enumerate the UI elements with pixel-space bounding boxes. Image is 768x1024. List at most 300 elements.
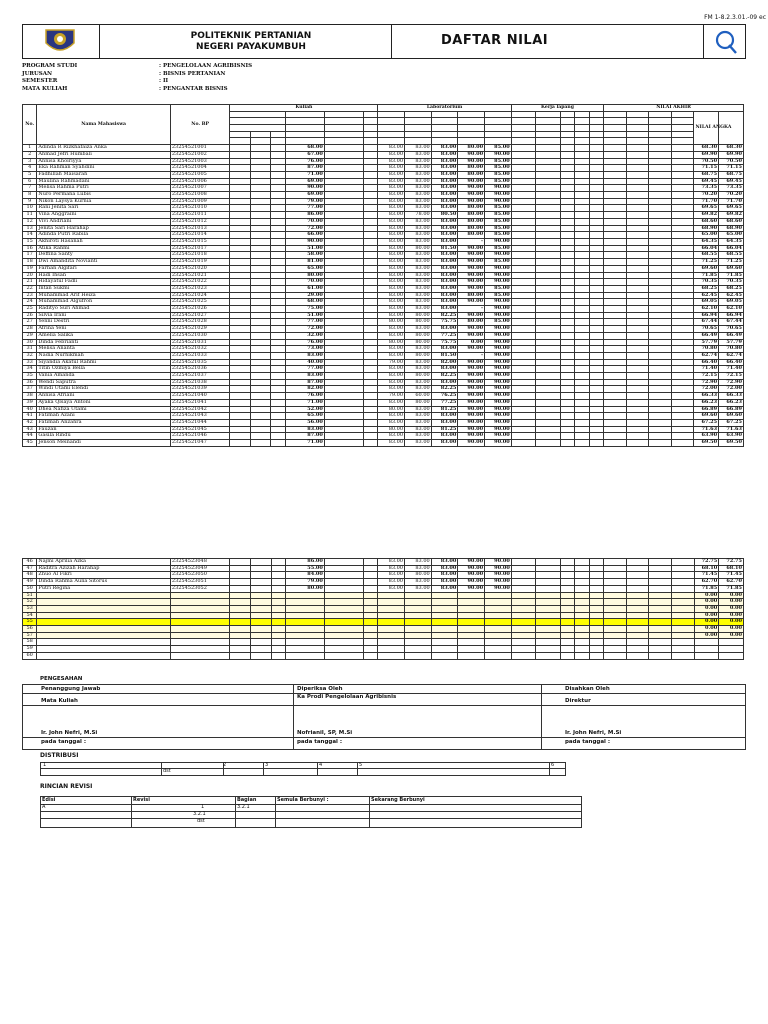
cell-v2: 80.00 [405,312,432,319]
cell-angka: 67.25 [719,419,744,426]
cell-empty [575,238,589,245]
cell-empty [536,585,561,592]
cell-empty [604,306,627,313]
cell-empty [536,158,561,165]
cell-empty [250,359,271,366]
cell-empty [230,265,251,272]
table-row [23,265,744,272]
cell-empty [536,218,561,225]
cell-empty [324,605,363,612]
cell-empty [271,605,285,612]
cell-v1: 83.00 [378,285,405,292]
cell-empty [589,145,603,152]
cell-uts: 79.00 [285,579,324,586]
cell-empty [250,413,271,420]
cell-v2: 83.00 [405,232,432,239]
cell-empty [511,393,536,400]
cell-angka: 69.45 [719,178,744,185]
cell-empty [649,265,672,272]
cell-empty [324,245,363,252]
cell-empty [230,306,251,313]
cell-v2 [405,592,432,599]
cell-v1: 79.00 [378,359,405,366]
cell-uts: 32.00 [285,332,324,339]
cell-empty [561,592,575,599]
cell-empty [536,572,561,579]
cell-empty [589,158,603,165]
cell-empty [561,359,575,366]
table-row [23,440,744,447]
cell-empty [271,379,285,386]
cell-empty [575,192,589,199]
cell-uts: 55.00 [285,565,324,572]
cell-no: 45 [23,440,37,447]
rincian-table [40,796,582,828]
cell-empty [250,346,271,353]
cell-empty [589,352,603,359]
cell-empty [575,393,589,400]
cell-empty [536,352,561,359]
group-kerja-lapang: Kerja lapang [511,105,603,112]
cell-avg: 83.00 [431,299,458,306]
cell-nim [170,639,230,646]
cell-tgs: 90.00 [458,393,485,400]
cell-empty [230,158,251,165]
cell-empty [511,339,536,346]
cell-tgs: 90.00 [458,413,485,420]
cell-empty [626,572,649,579]
cell-empty [511,158,536,165]
cell-empty [604,572,627,579]
cell-uts: 87.00 [285,379,324,386]
cell-avg: 83.00 [431,151,458,158]
cell-angka: 69.05 [719,299,744,306]
cell-empty [589,646,603,653]
cell-name: Radityo Suri Ahmad [37,306,170,313]
cell-empty [604,579,627,586]
cell-empty [626,165,649,172]
cell-tgs: 90.00 [458,572,485,579]
cell-empty [604,599,627,606]
cell-empty [250,652,271,659]
cell-empty [604,352,627,359]
cell-empty [604,171,627,178]
cell-empty [536,619,561,626]
cell-empty [626,218,649,225]
cell-v1: 83.00 [378,205,405,212]
cell-name [37,592,171,599]
cell-empty [561,406,575,413]
cell-empty [363,212,377,219]
table-row [23,619,744,626]
cell-tgs [458,646,485,653]
cell-na: 68.90 [694,225,719,232]
cell-na: 0.00 [694,605,719,612]
cell-empty [589,386,603,393]
cell-uts [285,646,324,653]
cell-empty [626,406,649,413]
cell-name: Jenita Sari Harahap [37,225,170,232]
cell-uts [285,626,324,633]
cell-angka: 62.70 [719,579,744,586]
cell-v2: 83.00 [405,205,432,212]
cell-nim: 23254521045 [170,426,230,433]
cell-name: Rani Jenita Sari [37,205,170,212]
cell-empty [536,406,561,413]
cell-avg: 83.00 [431,192,458,199]
cell-empty [649,339,672,346]
cell-tgs: 90.00 [458,192,485,199]
cell-uts: 80.00 [285,272,324,279]
cell-name: Raditra Azizah Harahap [37,565,171,572]
cell-empty [575,178,589,185]
cell-angka: 70.65 [719,326,744,333]
cell-angka: 66.23 [719,399,744,406]
cell-tgs: 90.00 [458,326,485,333]
cell-tgs: 90.00 [458,198,485,205]
cell-uts: 83.00 [285,373,324,380]
cell-empty [250,406,271,413]
cell-tgs: 90.00 [458,285,485,292]
cell-empty [511,599,536,606]
cell-empty [649,433,672,440]
sig-sub-1: Mata Kuliah [41,698,78,704]
cell-tgs: 80.00 [458,225,485,232]
cell-empty [649,599,672,606]
cell-no: 60 [23,652,37,659]
cell-lap: 90.00 [485,265,512,272]
cell-avg: 77.25 [431,332,458,339]
cell-tgs: 90.00 [458,312,485,319]
cell-tgs: 80.00 [458,171,485,178]
cell-v2: 83.00 [405,433,432,440]
cell-empty [324,171,363,178]
cell-uts: 86.00 [285,212,324,219]
cell-empty [589,585,603,592]
cell-avg: 82.25 [431,312,458,319]
sig-date-1: pada tanggal : [41,739,87,745]
cell-lap: 85.00 [485,232,512,239]
cell-lap [485,605,512,612]
cell-avg: 83.00 [431,198,458,205]
rincian-title: RINCIAN REVISI [40,783,93,790]
cell-empty [363,259,377,266]
cell-empty [230,178,251,185]
cell-v1: 83.00 [378,292,405,299]
cell-v2: 78.00 [405,212,432,219]
cell-empty [363,232,377,239]
cell-avg: 83.00 [431,572,458,579]
cell-tgs: 90.00 [458,379,485,386]
cell-empty [561,185,575,192]
cell-empty [230,352,251,359]
cell-lap: 90.00 [485,433,512,440]
cell-empty [589,306,603,313]
cell-no: 57 [23,632,37,639]
cell-empty [561,312,575,319]
cell-empty [250,171,271,178]
table-row [23,565,744,572]
cell-empty [604,225,627,232]
rincian-bagian: 3.2.1 [237,804,250,810]
cell-na: 57.79 [694,339,719,346]
cell-v1: 79.00 [378,393,405,400]
cell-tgs: 90.00 [458,585,485,592]
cell-no: 13 [23,225,37,232]
group-laboratorium: Laboratorium [378,105,511,112]
cell-no: 20 [23,272,37,279]
cell-no: 22 [23,285,37,292]
cell-empty [536,238,561,245]
cell-empty [250,612,271,619]
cell-tgs: 90.00 [458,440,485,447]
cell-lap [485,592,512,599]
cell-empty [604,252,627,259]
cell-empty [511,252,536,259]
table-row [23,245,744,252]
cell-empty [511,151,536,158]
cell-empty [561,151,575,158]
cell-lap: 90.00 [485,579,512,586]
cell-empty [324,579,363,586]
cell-angka: 65.00 [719,232,744,239]
cell-avg: 83.00 [431,178,458,185]
table-row [23,626,744,633]
cell-lap: 90.00 [485,406,512,413]
cell-v2: 83.00 [405,413,432,420]
cell-tgs: 80.00 [458,212,485,219]
cell-empty [271,145,285,152]
cell-empty [230,171,251,178]
cell-empty [511,292,536,299]
cell-empty [575,639,589,646]
cell-avg: 83.00 [431,158,458,165]
cell-nim: 23254521012 [170,218,230,225]
cell-uts: 77.00 [285,319,324,326]
cell-nim: 23254523048 [170,559,230,566]
cell-empty [230,299,251,306]
cell-empty [271,366,285,373]
cell-lap [485,652,512,659]
cell-empty [649,225,672,232]
cell-nim: 23254521003 [170,158,230,165]
grade-table-continued [22,558,744,660]
cell-empty [626,299,649,306]
cell-no: 35 [23,373,37,380]
cell-empty [575,245,589,252]
cell-v1 [378,652,405,659]
cell-empty [575,599,589,606]
cell-angka: 72.15 [719,373,744,380]
cell-empty [626,346,649,353]
cell-empty [589,619,603,626]
cell-tgs [458,605,485,612]
cell-empty [271,619,285,626]
cell-nim: 23254521024 [170,292,230,299]
cell-empty [561,579,575,586]
cell-empty [671,265,694,272]
cell-empty [575,272,589,279]
cell-empty [626,585,649,592]
cell-empty [671,171,694,178]
cell-empty [561,619,575,626]
cell-nim: 23254521031 [170,339,230,346]
cell-lap [485,612,512,619]
cell-empty [271,279,285,286]
cell-empty [626,192,649,199]
cell-v2: 83.00 [405,565,432,572]
cell-empty [250,212,271,219]
cell-empty [536,192,561,199]
cell-empty [604,332,627,339]
cell-empty [671,259,694,266]
cell-empty [324,386,363,393]
cell-lap: 90.00 [485,192,512,199]
cell-empty [626,579,649,586]
cell-tgs: 90.00 [458,559,485,566]
cell-name: Dwi Amandita Novianti [37,259,170,266]
cell-empty [230,619,251,626]
cell-empty [589,399,603,406]
cell-na: 71.70 [694,198,719,205]
cell-avg: 83.00 [431,171,458,178]
cell-empty [536,292,561,299]
cell-uts: 70.00 [285,279,324,286]
cell-tgs: 90.00 [458,178,485,185]
cell-avg: 83.00 [431,252,458,259]
table-row [23,259,744,266]
cell-empty [561,265,575,272]
cell-empty [561,433,575,440]
cell-empty [626,565,649,572]
cell-v2 [405,652,432,659]
table-row [23,285,744,292]
cell-empty [575,619,589,626]
cell-angka: 71.85 [719,585,744,592]
cell-empty [575,265,589,272]
cell-empty [626,386,649,393]
cell-empty [230,198,251,205]
cell-avg: 83.00 [431,585,458,592]
cell-empty [363,632,377,639]
cell-v1: 83.00 [378,312,405,319]
cell-empty [649,319,672,326]
cell-empty [589,339,603,346]
cell-empty [649,245,672,252]
cell-empty [511,359,536,366]
cell-empty [230,386,251,393]
cell-angka: 64.35 [719,238,744,245]
cell-lap: 85.00 [485,212,512,219]
cell-empty [363,619,377,626]
cell-lap: 85.00 [485,259,512,266]
col-no: No. [23,105,37,145]
cell-empty [561,158,575,165]
cell-v1: 83.00 [378,306,405,313]
cell-nim: 23254521015 [170,238,230,245]
cell-empty [230,652,251,659]
cell-lap: 85.00 [485,178,512,185]
cell-empty [604,292,627,299]
cell-na: 66.94 [694,312,719,319]
cell-empty [271,178,285,185]
cell-empty [672,579,695,586]
cell-empty [536,272,561,279]
cell-lap: 90.00 [485,399,512,406]
cell-empty [324,238,363,245]
cell-empty [324,198,363,205]
cell-empty [271,218,285,225]
cell-empty [672,599,695,606]
cell-empty [536,259,561,266]
cell-nim: 23254521025 [170,299,230,306]
cell-v2: 83.00 [405,426,432,433]
cell-empty [649,440,672,447]
cell-na: 66.23 [694,399,719,406]
cell-lap: 90.00 [485,373,512,380]
cell-empty [363,192,377,199]
cell-empty [672,639,695,646]
cell-empty [575,326,589,333]
cell-empty [511,612,536,619]
cell-empty [589,440,603,447]
cell-avg: 81.25 [431,406,458,413]
cell-empty [575,151,589,158]
cell-angka: 0.00 [719,605,744,612]
cell-empty [324,652,363,659]
cell-empty [324,299,363,306]
grade-table-body [23,145,744,447]
cell-tgs: 90.00 [458,151,485,158]
cell-empty [672,565,695,572]
cell-empty [589,151,603,158]
cell-empty [230,585,251,592]
cell-lap: 85.00 [485,319,512,326]
cell-empty [363,373,377,380]
cell-empty [511,346,536,353]
cell-empty [649,158,672,165]
cell-empty [561,632,575,639]
cell-empty [536,332,561,339]
cell-uts: 83.00 [285,352,324,359]
cell-empty [626,171,649,178]
cell-empty [575,306,589,313]
cell-tgs: 90.00 [458,346,485,353]
cell-empty [250,306,271,313]
table-row [23,426,744,433]
cell-uts: 61.00 [285,285,324,292]
table-row [23,165,744,172]
cell-empty [604,419,627,426]
table-row [23,272,744,279]
cell-empty [589,165,603,172]
cell-nim [170,612,230,619]
cell-uts: 68.00 [285,299,324,306]
cell-empty [230,339,251,346]
cell-tgs: 90.00 [458,406,485,413]
cell-empty [672,632,695,639]
cell-nim [170,646,230,653]
cell-nim: 23254521039 [170,386,230,393]
cell-empty [363,299,377,306]
cell-name: Dinda Rahma Aulia Sitorus [37,579,171,586]
cell-avg: 83.00 [431,306,458,313]
cell-no: 30 [23,339,37,346]
cell-v1: 83.00 [378,265,405,272]
cell-nim: 23254521032 [170,346,230,353]
cell-empty [363,639,377,646]
cell-avg: 83.00 [431,185,458,192]
